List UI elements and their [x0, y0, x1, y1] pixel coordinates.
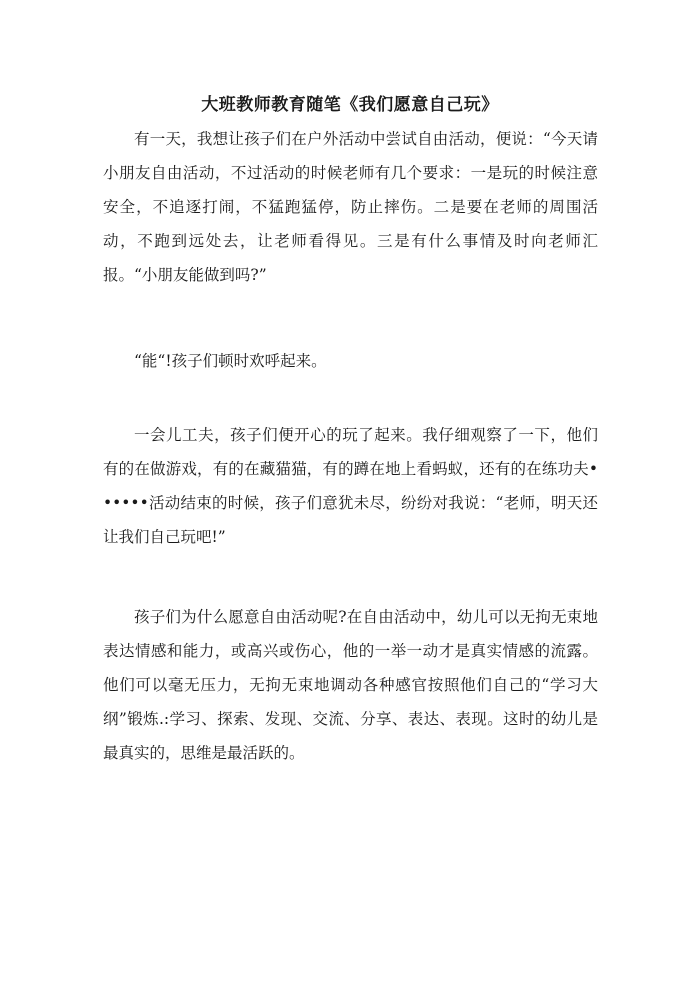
document-title: 大班教师教育随笔《我们愿意自己玩》: [201, 95, 499, 115]
paragraph-reflection: 孩子们为什么愿意自由活动呢?在自由活动中，幼儿可以无拘无束地表达情感和能力，或高兴或伤心，他的一举一动才是真实情感的流露。他们可以毫无压力，无拘无束地调动各种感官按照他们自己的“学习大纲”锻炼.:学习、探索、发现、交流、分享、表达、表现。这时的幼儿是最真实的，思维是最活跃的。: [103, 608, 598, 762]
paragraph-children-cheer: “能“!孩子们顿时欢呼起来。: [134, 352, 327, 370]
paragraph-observation: 一会儿工夫，孩子们便开心的玩了起来。我仔细观察了一下，他们有的在做游戏，有的在藏猫猫，有的蹲在地上看蚂蚁，还有的在练功夫••••••活动结束的时候，孩子们意犹未尽，纷纷对我说：“老师，明天还让我们自己玩吧!”: [103, 426, 598, 546]
paragraph-intro: 有一天，我想让孩子们在户外活动中尝试自由活动，便说：“今天请小朋友自由活动，不过活动的时候老师有几个要求：一是玩的时候注意安全，不追逐打闹，不猛跑猛停，防止摔伤。二是要在老师的周围活动，不跑到远处去，让老师看得见。三是有什么事情及时向老师汇报。“小朋友能做到吗?”: [103, 130, 598, 284]
